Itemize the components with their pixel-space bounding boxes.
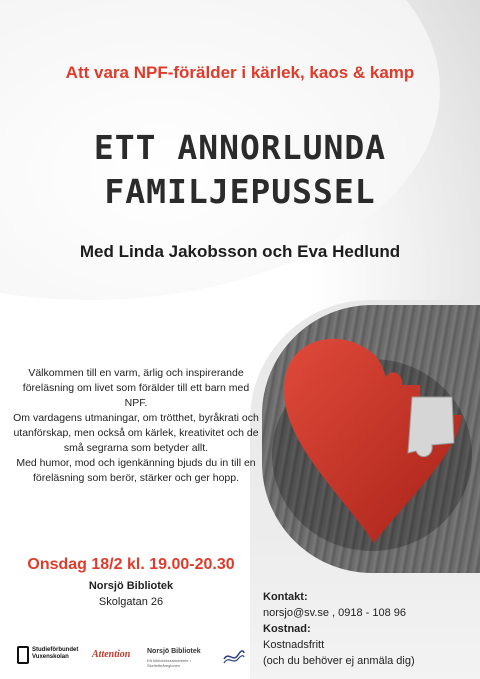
- description-paragraph: Välkommen till en varm, ärlig och inspirerande föreläsning om livet som förälder till ett barn med NPF.: [22, 367, 250, 409]
- cost-label: Kostnad:: [263, 623, 311, 635]
- sv-logo-line1: Studieförbundet: [32, 647, 79, 653]
- description-paragraph: Om vardagens utmaningar, om trötthet, byråkrati och utanförskap, men också om kärlek, kreativitet och de små segrarna som betyder allt.: [13, 412, 259, 454]
- description: [10, 366, 262, 486]
- norsjo-logo-icon: [223, 649, 245, 665]
- cost-note: (och du behöver ej anmäla dig): [263, 655, 415, 667]
- attention-logo: Attention: [92, 649, 131, 660]
- heart-puzzle-image: [262, 305, 480, 573]
- page-title: [40, 126, 440, 214]
- address: Skolgatan 26: [98, 596, 164, 608]
- title-line-2: FAMILJEPUSSEL: [104, 172, 376, 211]
- contact-label: Kontakt:: [263, 591, 308, 603]
- norsjo-logo: Norsjö Bibliotek: [147, 648, 201, 655]
- subtitle: Att vara NPF-förälder i kärlek, kaos & kamp: [65, 63, 415, 82]
- contact-info: [263, 589, 478, 669]
- cost-value: Kostnadsfritt: [263, 639, 325, 651]
- sponsor-logos: [15, 645, 255, 669]
- text-panel: [0, 300, 280, 679]
- heart-puzzle-icon: [262, 305, 480, 573]
- venue: Norsjö Bibliotek: [88, 580, 174, 592]
- description-paragraph: Med humor, mod och igenkänning bjuds du in till en föreläsning som berör, stärker och ger hopp.: [16, 457, 256, 484]
- sv-logo: [15, 645, 77, 669]
- hosts: Med Linda Jakobsson och Eva Hedlund: [79, 242, 401, 261]
- sv-logo-icon: [17, 646, 29, 664]
- title-line-1: ETT ANNORLUNDA: [93, 128, 387, 167]
- event-date: Onsdag 18/2 kl. 19.00-20.30: [27, 556, 235, 573]
- sv-logo-line2: Vuxenskolan: [32, 654, 69, 660]
- norsjo-logo-sub: Ett bibliotekssamarbete i Skellefteåregionen: [147, 658, 191, 668]
- contact-value[interactable]: norsjo@sv.se , 0918 - 108 96: [263, 607, 407, 619]
